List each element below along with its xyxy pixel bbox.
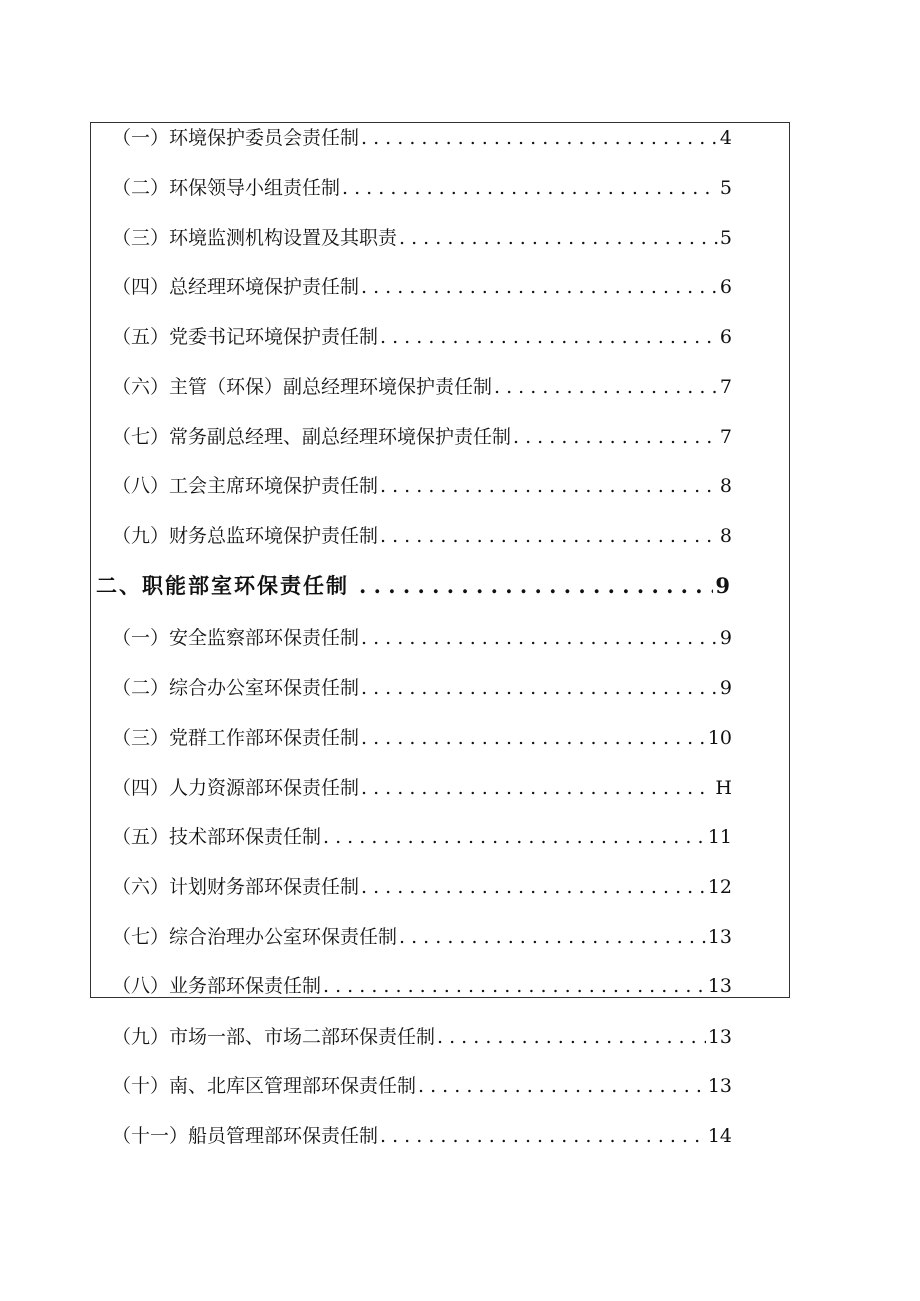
toc-entry-title: （七）综合治理办公室环保责任制 — [112, 926, 398, 948]
toc-entry-page: 14 — [707, 1125, 732, 1147]
toc-entry-page: 5 — [719, 227, 732, 249]
toc-entry-title: （一）环境保护委员会责任制 — [112, 127, 360, 149]
toc-entry-page: 5 — [719, 177, 732, 199]
toc-entry-title: （十）南、北库区管理部环保责任制 — [112, 1075, 417, 1097]
toc-dot-leader — [418, 1073, 706, 1099]
toc-entry-page: 9 — [719, 677, 732, 699]
toc-entry[interactable] — [112, 125, 732, 151]
toc-entry-page: 11 — [707, 826, 732, 848]
toc-dot-leader — [342, 175, 718, 201]
toc-entry-title: （九）财务总监环境保护责任制 — [112, 525, 379, 547]
toc-entry[interactable] — [112, 523, 732, 549]
toc-dot-leader — [380, 523, 718, 549]
toc-entry-title: （四）总经理环境保护责任制 — [112, 276, 360, 298]
toc-dot-leader — [399, 924, 706, 950]
toc-dot-leader — [361, 775, 713, 801]
toc-entry-title: （四）人力资源部环保责任制 — [112, 777, 360, 799]
toc-entry-page: 9 — [715, 573, 732, 598]
toc-entry-page: 13 — [707, 975, 732, 997]
toc-dot-leader — [361, 274, 718, 300]
toc-entry-page: 12 — [707, 876, 732, 898]
toc-dot-leader — [361, 625, 718, 651]
toc-dot-leader — [361, 125, 718, 151]
toc-entry[interactable] — [112, 324, 732, 350]
toc-entry-page: 7 — [719, 376, 732, 398]
toc-entry-title: （二）环保领导小组责任制 — [112, 177, 341, 199]
toc-entry-page: H — [715, 777, 732, 799]
toc-dot-leader — [380, 473, 718, 499]
toc-dot-leader — [380, 324, 718, 350]
toc-entry-page: 8 — [719, 475, 732, 497]
toc-entry-page: 13 — [707, 1075, 732, 1097]
toc-entry-title: （五）党委书记环境保护责任制 — [112, 326, 379, 348]
toc-dot-leader — [513, 424, 718, 450]
toc-dot-leader — [399, 225, 718, 251]
toc-entry-page: 13 — [707, 1026, 732, 1048]
toc-entry[interactable] — [112, 1024, 732, 1050]
toc-entry[interactable] — [112, 225, 732, 251]
toc-entry-page: 6 — [719, 276, 732, 298]
toc-entry[interactable] — [112, 1073, 732, 1099]
toc-entry-title: （五）技术部环保责任制 — [112, 826, 322, 848]
toc-entry-page: 6 — [719, 326, 732, 348]
toc-entry[interactable] — [112, 625, 732, 651]
toc-entry-page: 7 — [719, 426, 732, 448]
toc-dot-leader — [323, 973, 706, 999]
toc-entry-title: （七）常务副总经理、副总经理环境保护责任制 — [112, 426, 512, 448]
toc-entry-title: （八）工会主席环境保护责任制 — [112, 475, 379, 497]
toc-entry[interactable] — [112, 1123, 732, 1149]
toc-entry[interactable] — [112, 725, 732, 751]
toc-entry[interactable] — [112, 775, 732, 801]
toc-entry[interactable] — [112, 175, 732, 201]
toc-entry[interactable] — [112, 473, 732, 499]
toc-dot-leader — [361, 675, 718, 701]
toc-entry[interactable] — [112, 374, 732, 400]
toc-entry-page: 9 — [719, 627, 732, 649]
toc-entry-title: （六）主管（环保）副总经理环境保护责任制 — [112, 376, 493, 398]
toc-entry-page: 4 — [719, 127, 732, 149]
toc-entry[interactable] — [112, 973, 732, 999]
toc-entry-title: （三）环境监测机构设置及其职责 — [112, 227, 398, 249]
toc-entry[interactable] — [112, 924, 732, 950]
toc-entry-title: （三）党群工作部环保责任制 — [112, 727, 360, 749]
toc-section-heading[interactable] — [96, 573, 732, 599]
toc-entry-page: 8 — [719, 525, 732, 547]
toc-dot-leader — [323, 824, 706, 850]
toc-frame — [90, 122, 790, 998]
toc-entry-page: 10 — [707, 727, 732, 749]
toc-entry[interactable] — [112, 824, 732, 850]
toc-entry-title: 二、职能部室环保责任制 — [96, 573, 349, 598]
toc-dot-leader — [494, 374, 718, 400]
toc-entry-title: （二）综合办公室环保责任制 — [112, 677, 360, 699]
toc-entry-title: （一）安全监察部环保责任制 — [112, 627, 360, 649]
toc-dot-leader — [359, 573, 713, 599]
toc-dot-leader — [361, 874, 706, 900]
toc-entry[interactable] — [112, 274, 732, 300]
toc-entry-title: （八）业务部环保责任制 — [112, 975, 322, 997]
toc-entry[interactable] — [112, 675, 732, 701]
toc-dot-leader — [437, 1024, 706, 1050]
toc-dot-leader — [361, 725, 706, 751]
toc-entry-title: （九）市场一部、市场二部环保责任制 — [112, 1026, 436, 1048]
toc-entry[interactable] — [112, 424, 732, 450]
toc-entry-title: （六）计划财务部环保责任制 — [112, 876, 360, 898]
toc-entry[interactable] — [112, 874, 732, 900]
toc-entry-page: 13 — [707, 926, 732, 948]
toc-entry-title: （十一）船员管理部环保责任制 — [112, 1125, 379, 1147]
toc-dot-leader — [380, 1123, 706, 1149]
